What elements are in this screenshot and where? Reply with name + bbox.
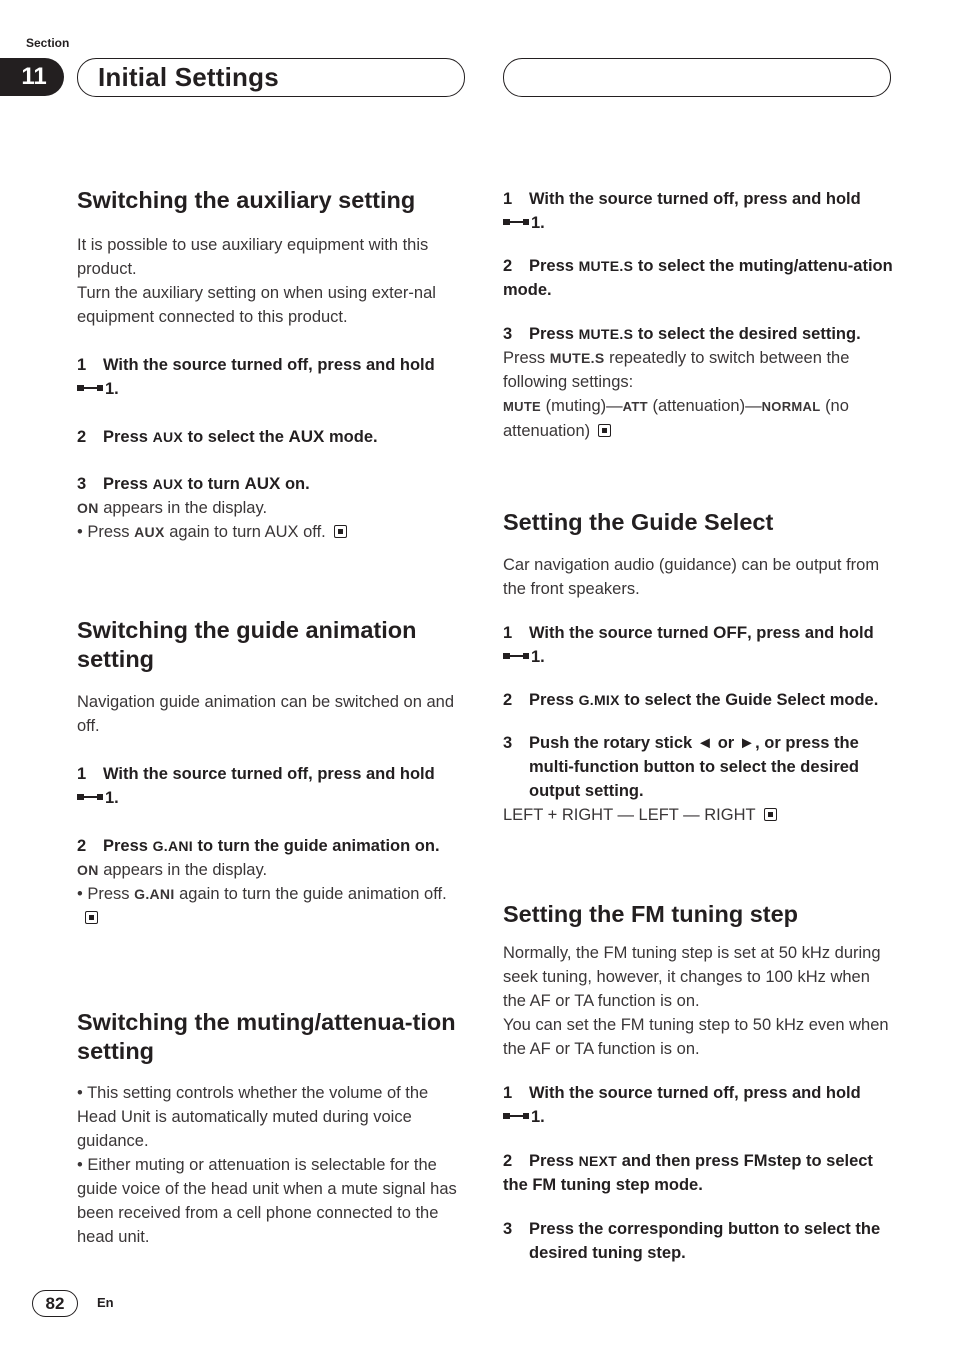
- aux-step-3-post: to turn: [187, 474, 240, 493]
- left-column: [77, 186, 467, 1249]
- on-key: ON: [77, 499, 99, 516]
- guide-step-1-suffix: 1.: [531, 647, 545, 666]
- aux-intro-2: Turn the auxiliary setting on when using exter-nal equipment connected to this product.: [77, 283, 436, 326]
- mute-bullet-2: • Either muting or attenuation is selectable for the guide voice of the head unit when a mute signal has been received from a cell phone connected to the head unit.: [77, 1155, 457, 1246]
- gani-key: G.ANI: [134, 885, 175, 902]
- fm-intro-1: Normally, the FM tuning step is set at 50 kHz during seek tuning, however, it changes to 100 kHz when the AF or TA function is on.: [503, 944, 881, 1010]
- aux-heading: Switching the auxiliary setting: [77, 187, 416, 213]
- page-title-box: [77, 58, 465, 97]
- next-key: NEXT: [578, 1153, 618, 1169]
- fm-step-2-pre: Press: [529, 1152, 574, 1170]
- att-option-text: (attenuation)—: [652, 397, 762, 415]
- guide-options: [503, 803, 893, 827]
- fm-step-1-suffix: 1.: [531, 1108, 545, 1126]
- guide-step-2-post: to select the Guide Select mode.: [624, 690, 879, 709]
- mute-step-3: 3 Press MUTE.S to select the desired setting.: [503, 325, 861, 343]
- mute-desc: [503, 346, 893, 394]
- hold-button-icon: [503, 1111, 529, 1121]
- aux-bullet-pre: • Press: [77, 522, 130, 541]
- mute-options: [503, 394, 893, 443]
- page-number: 82: [32, 1290, 78, 1317]
- aux-intro-1: It is possible to use auxiliary equipment with this product.: [77, 235, 429, 278]
- gani-step-1-suffix: 1.: [105, 788, 119, 807]
- gani-heading: Switching the guide animation setting: [77, 616, 417, 672]
- mute-option-text: (muting)—: [545, 397, 623, 415]
- guide-step-3-text: Push the rotary stick ◄ or ►, or press the multi-function button to select the desired output setting.: [529, 733, 859, 800]
- fm-step-3: 3 Press the corresponding button to select the desired tuning step.: [503, 1217, 893, 1265]
- aux-step-2-post: to select the: [187, 427, 284, 446]
- guide-step-1: 1 With the source turned OFF, press and hold 1.: [503, 622, 874, 666]
- mute-s-key: MUTE.S: [578, 258, 634, 274]
- mute-desc-pre: Press: [503, 349, 546, 367]
- mute-desc-post: repeatedly to switch between the following settings:: [503, 349, 850, 391]
- mute-step-3-pre: Press: [529, 325, 574, 343]
- fm-step-2: 2 Press NEXT and then press FMstep to select the FM tuning step mode.: [503, 1152, 873, 1194]
- aux-step-2: 2 Press AUX to select the AUX mode.: [77, 426, 378, 446]
- guide-options-text: LEFT + RIGHT — LEFT — RIGHT: [503, 805, 756, 824]
- hold-button-icon: [77, 792, 103, 802]
- aux-key: AUX: [152, 475, 184, 492]
- guide-step-2: 2 Press G.MIX to select the Guide Select mode.: [503, 690, 879, 709]
- gani-step-2-pre: Press: [103, 836, 148, 855]
- fm-step-2-post: and then press FMstep to select the FM tuning step mode.: [503, 1152, 873, 1194]
- aux-mode-label: AUX: [244, 473, 281, 493]
- end-mark-icon: [764, 808, 777, 821]
- hold-button-icon: [503, 217, 529, 227]
- on-key: ON: [77, 861, 99, 878]
- gani-bullet: [77, 882, 467, 930]
- section-number-badge: 11: [0, 58, 64, 96]
- gani-bullet-post: again to turn the guide animation off.: [179, 884, 447, 903]
- guide-heading: Setting the Guide Select: [503, 509, 774, 535]
- gani-note-text: appears in the display.: [103, 860, 268, 879]
- aux-key: AUX: [152, 428, 184, 445]
- hold-button-icon: [77, 383, 103, 393]
- gani-key: G.ANI: [152, 837, 193, 854]
- guide-step-2-pre: Press: [529, 690, 574, 709]
- aux-note-text: appears in the display.: [103, 498, 268, 517]
- mute-bullet-1: • This setting controls whether the volume of the Head Unit is automatically muted during voice guidance.: [77, 1083, 429, 1150]
- gani-note: [77, 858, 467, 882]
- hold-button-icon: [503, 651, 529, 661]
- section-label: Section: [26, 36, 70, 50]
- mute-option-key: MUTE: [503, 399, 542, 414]
- language-label: En: [97, 1295, 114, 1310]
- aux-step-1-text: With the source turned off, press and hold: [103, 355, 435, 374]
- att-option-key: ATT: [622, 399, 648, 414]
- fm-step-3-text: Press the corresponding button to select the desired tuning step.: [529, 1220, 881, 1262]
- mute-s-key: MUTE.S: [549, 350, 605, 366]
- normal-option-text: (no attenuation): [503, 397, 849, 440]
- aux-key: AUX: [134, 523, 165, 540]
- gani-step-1-text: With the source turned off, press and hold: [103, 764, 435, 783]
- gani-intro: Navigation guide animation can be switched on and off.: [77, 692, 455, 735]
- mute-step-1-suffix: 1.: [531, 214, 545, 232]
- header-right-box: [503, 58, 891, 97]
- end-mark-icon: [334, 525, 347, 538]
- end-mark-icon: [598, 424, 611, 437]
- right-column: [503, 187, 893, 1265]
- end-mark-icon: [85, 911, 98, 924]
- aux-note: [77, 496, 467, 520]
- mute-step-1: 1 With the source turned off, press and hold 1.: [503, 190, 861, 232]
- gani-step-2: 2 Press G.ANI to turn the guide animation on.: [77, 836, 440, 855]
- aux-step-2-end: mode.: [329, 427, 378, 446]
- mute-step-2-pre: Press: [529, 257, 574, 275]
- gani-step-1: 1 With the source turned off, press and hold 1.: [77, 764, 435, 807]
- aux-step-3-end: on.: [284, 474, 310, 493]
- mute-heading: Switching the muting/attenua-tion setting: [77, 1008, 456, 1064]
- fm-step-1-text: With the source turned off, press and hold: [529, 1084, 861, 1102]
- mute-step-3-post: to select the desired setting.: [637, 325, 861, 343]
- gani-bullet-pre: • Press: [77, 884, 130, 903]
- normal-option-key: NORMAL: [761, 399, 821, 414]
- g-mix-key: G.MIX: [578, 691, 620, 708]
- mute-step-2-post: to select the muting/attenu-ation mode.: [503, 257, 893, 299]
- aux-step-1-suffix: 1.: [105, 379, 119, 398]
- aux-bullet: [77, 520, 467, 544]
- aux-step-1: 1 With the source turned off, press and hold 1.: [77, 355, 435, 398]
- mute-s-key: MUTE.S: [578, 326, 634, 342]
- fm-heading: Setting the FM tuning step: [503, 900, 799, 927]
- off-key: OFF: [713, 622, 748, 642]
- guide-step-1-pre: With the source turned: [529, 623, 709, 642]
- gani-step-2-post: to turn the guide animation on.: [197, 836, 440, 855]
- mute-step-2: 2 Press MUTE.S to select the muting/attenu-ation mode.: [503, 257, 893, 299]
- aux-mode-label: AUX: [288, 426, 325, 446]
- guide-intro: Car navigation audio (guidance) can be output from the front speakers.: [503, 555, 880, 598]
- mute-step-1-text: With the source turned off, press and hold: [529, 190, 861, 208]
- aux-step-3: 3 Press AUX to turn AUX on.: [77, 473, 310, 493]
- aux-step-3-pre: Press: [103, 474, 148, 493]
- page-title: Initial Settings: [98, 62, 279, 92]
- fm-step-1: 1 With the source turned off, press and hold 1.: [503, 1084, 861, 1126]
- fm-intro-2: You can set the FM tuning step to 50 kHz even when the AF or TA function is on.: [503, 1016, 889, 1058]
- aux-step-2-pre: Press: [103, 427, 148, 446]
- guide-step-1-post: , press and hold: [747, 623, 874, 642]
- aux-bullet-post: again to turn AUX off.: [169, 522, 326, 541]
- guide-step-3: 3 Push the rotary stick ◄ or ►, or press the multi-function button to select the desired output setting.: [503, 731, 893, 803]
